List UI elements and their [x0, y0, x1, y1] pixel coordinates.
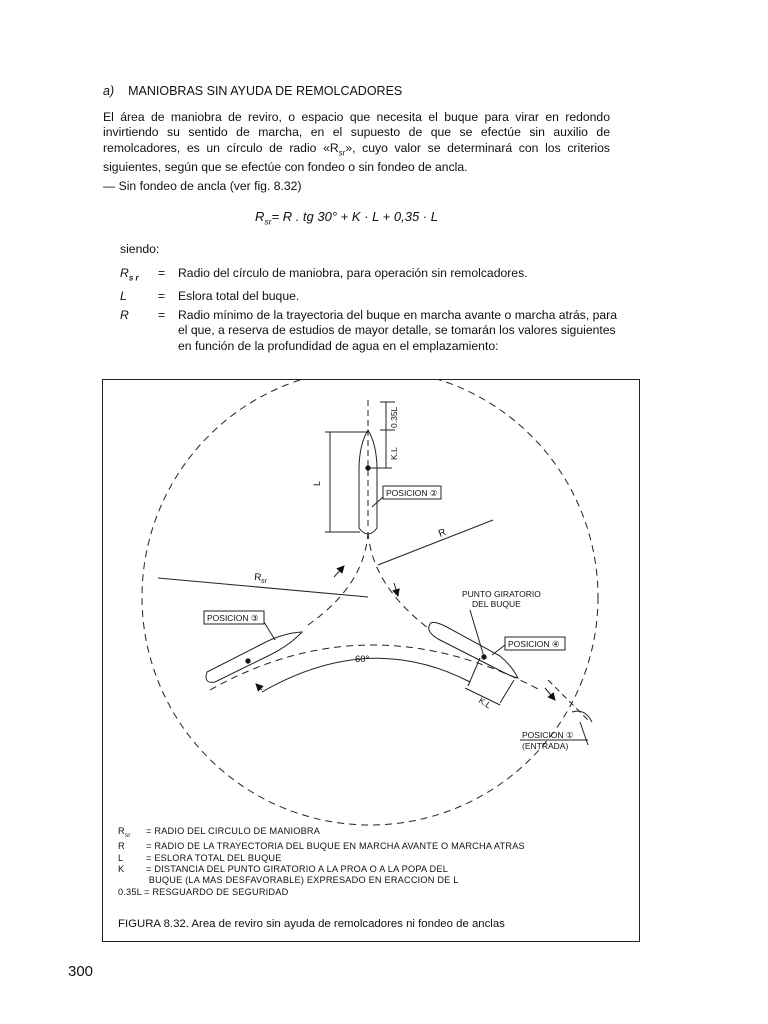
intro-paragraph: El área de maniobra de reviro, o espacio que necesita el buque para virar en redondo invirtiendo su sentido de marcha, en el supuesto de que se efectúe sin auxilio de remolcadores, es un círculo de radio «$R_{sr}$», cuyo valor se determinará con los criterios siguientes, según que se efectúe con fondeo o sin fondeo de ancla.: [103, 110, 610, 175]
label-pivot-1: PUNTO GIRATORIO: [462, 589, 541, 599]
label-l: L: [312, 480, 322, 486]
label-entrada: (ENTRADA): [522, 741, 569, 751]
label-r: R: [437, 526, 448, 540]
legend-row: 0.35L = RESGUARDO DE SEGURIDAD: [118, 886, 289, 897]
label-angle: 60°: [355, 654, 370, 665]
definition-rsr: $R_{s r}$ = Radio del círculo de maniobra, para operación sin remolcadores.: [120, 266, 528, 283]
legend-row: R = RADIO DE LA TRAYECTORIA DEL BUQUE EN MARCHA AVANTE O MARCHA ATRAS: [118, 841, 525, 852]
formula: $R_{sr}= R$ . tg 30° + K · L + 0,35 · L: [255, 209, 438, 227]
label-kl-2: K.L: [476, 695, 494, 711]
figure-legend: [118, 826, 525, 898]
legend-row: BUQUE (LA MAS DESFAVORABLE) EXPRESADO EN ERACCION DE L: [146, 875, 459, 886]
figure-caption: FIGURA 8.32. Area de reviro sin ayuda de remolcadores ni fondeo de anclas: [118, 918, 505, 930]
label-rsr: $R_{sr}$: [253, 572, 268, 586]
ship-position-1: [572, 711, 592, 722]
maneuver-circle: [142, 379, 598, 825]
definition-l: L = Eslora total del buque.: [120, 289, 300, 303]
definition-r: R = Radio mínimo de la trayectoria del buque en marcha avante o marcha atrás, para el que, a reserva de estudios de mayor detalle, se tomarán los valores siguientes en función de la profundidad de agua en el emplazamiento:: [120, 308, 617, 353]
label-position-1: POSICION ①: [522, 730, 574, 740]
label-035l: 0.35L: [389, 406, 399, 428]
siendo-label: siendo:: [120, 242, 160, 256]
legend-row: $R_{sr}$ = RADIO DEL CIRCULO DE MANIOBRA: [118, 826, 321, 839]
label-kl: K.L: [389, 447, 399, 460]
legend-row: L = ESLORA TOTAL DEL BUQUE: [118, 852, 282, 863]
turning-area-diagram: [102, 379, 640, 829]
legend-row: K = DISTANCIA DEL PUNTO GIRATORIO A LA PROA O A LA POPA DEL: [118, 864, 449, 875]
radius-r-line: [378, 520, 493, 565]
label-position-4: POSICION ④: [508, 639, 560, 649]
label-position-3: POSICION ③: [207, 613, 259, 623]
case-label: — Sin fondeo de ancla (ver fig. 8.32): [103, 179, 302, 193]
path-arc-right: [368, 532, 428, 628]
section-heading: [103, 84, 402, 98]
section-title: MANIOBRAS SIN AYUDA DE REMOLCADORES: [128, 84, 403, 98]
path-arc-left: [308, 532, 368, 625]
label-pivot-2: DEL BUQUE: [472, 599, 521, 609]
label-position-2: POSICION ②: [386, 488, 438, 498]
page-number: 300: [68, 963, 94, 980]
section-marker: a): [103, 84, 115, 98]
